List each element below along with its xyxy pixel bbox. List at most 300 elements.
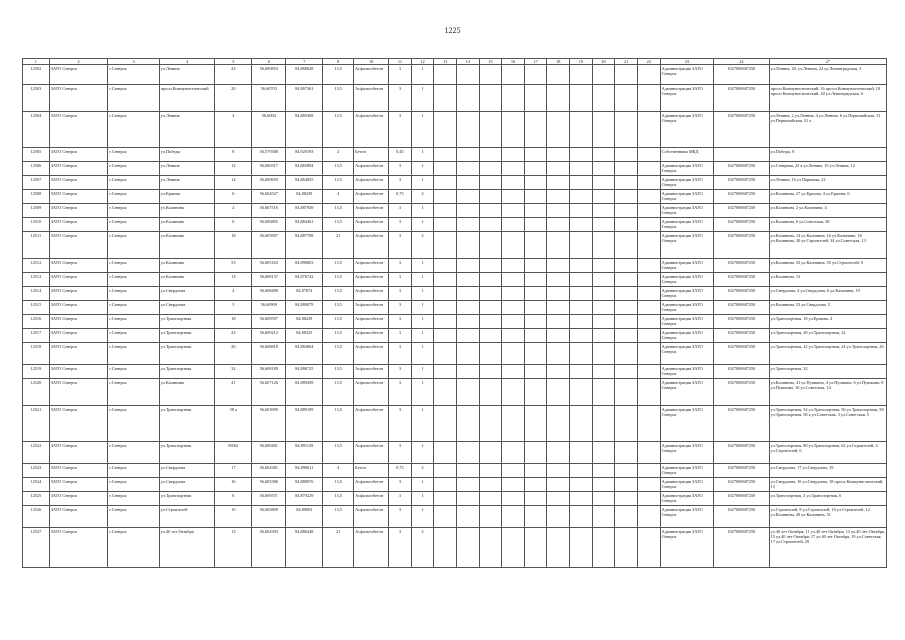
table-cell: 1027000687250 (714, 232, 770, 259)
table-cell: 3 (389, 343, 412, 365)
table-cell: ул.Транспортная, 4 ул.Транспортная, 6 (769, 492, 886, 506)
table-cell (592, 329, 615, 343)
table-cell (615, 528, 638, 568)
table-cell: Асфальтобетон (354, 329, 389, 343)
table-cell (456, 273, 479, 287)
table-cell: 1 (411, 65, 434, 85)
table-cell: 1027000687250 (714, 65, 770, 85)
table-cell (434, 343, 457, 365)
table-cell: 84,896803 (286, 259, 323, 273)
table-cell (637, 218, 660, 232)
table-cell: 56,608488 (252, 287, 286, 301)
table-cell: ул.Свердлова, 4 ул.Свердлова, 6 ул.Калинина, 19 (769, 287, 886, 301)
table-cell (479, 365, 502, 379)
table-cell (502, 343, 525, 365)
table-cell: Асфальтобетон (354, 162, 389, 176)
table-cell (456, 232, 479, 259)
table-cell (479, 65, 502, 85)
table-cell: г.Северск (108, 464, 159, 478)
table-cell: ул.Ершова (159, 190, 215, 204)
table-cell (479, 204, 502, 218)
table-cell: 84,87874 (286, 287, 323, 301)
table-cell (637, 329, 660, 343)
table-cell: 12 (215, 162, 252, 176)
table-cell (456, 65, 479, 85)
table-cell (637, 162, 660, 176)
table-cell (570, 112, 593, 148)
table-cell (479, 85, 502, 112)
table-cell: 0,45 (389, 148, 412, 162)
table-cell (615, 406, 638, 442)
table-cell (637, 259, 660, 273)
table-cell (434, 442, 457, 464)
table-cell: 56,609597 (252, 315, 286, 329)
table-cell: 56,604381 (252, 464, 286, 478)
table-cell: Асфальтобетон (354, 343, 389, 365)
table-cell: 22 (215, 329, 252, 343)
table-cell (479, 232, 502, 259)
table-cell: ул.Свердлова (159, 464, 215, 478)
table-cell (637, 190, 660, 204)
table-cell (524, 65, 547, 85)
table-cell (592, 315, 615, 329)
table-cell: 1027000687250 (714, 506, 770, 528)
table-cell: Администрация ЗАТО Северск (660, 492, 713, 506)
table-cell: 1027000687250 (714, 315, 770, 329)
table-cell: 84,887949 (286, 204, 323, 218)
table-cell: 84,869368 (286, 112, 323, 148)
column-header: 17 (524, 59, 547, 65)
column-header: 19 (570, 59, 593, 65)
table-cell: ул.Ленина, 20, ул.Ленина, 22 ул.Ленинградская, 3 (769, 65, 886, 85)
table-cell: 84,868028 (286, 65, 323, 85)
table-cell: 3 (389, 301, 412, 315)
table-cell: ЗАТО Северск (49, 492, 108, 506)
table-cell: 18 (215, 232, 252, 259)
table-cell (479, 287, 502, 301)
table-row (23, 162, 887, 176)
table-cell (434, 273, 457, 287)
table-cell (502, 218, 525, 232)
column-header: 16 (502, 59, 525, 65)
table-row (23, 406, 887, 442)
table-cell (547, 506, 570, 528)
table-cell: 4 (215, 112, 252, 148)
table-cell: 56,608189 (252, 365, 286, 379)
table-cell: 84,88325 (286, 329, 323, 343)
table-cell: 84,887708 (286, 232, 323, 259)
table-cell (456, 315, 479, 329)
table-cell: Асфальтобетон (354, 232, 389, 259)
table-cell (456, 365, 479, 379)
table-cell: 10 (215, 506, 252, 528)
table-cell (547, 442, 570, 464)
column-header: 23 (660, 59, 713, 65)
table-cell: Асфальтобетон (354, 492, 389, 506)
table-cell (524, 301, 547, 315)
table-cell: 13,5 (323, 65, 354, 85)
table-cell (502, 287, 525, 301)
table-cell: г.Северск (108, 162, 159, 176)
column-header: 13 (434, 59, 457, 65)
table-cell: г.Северск (108, 379, 159, 406)
table-cell: 56,600659 (252, 176, 286, 190)
table-cell (524, 259, 547, 273)
table-row (23, 329, 887, 343)
table-cell (434, 365, 457, 379)
table-cell: 1027000687250 (714, 464, 770, 478)
table-cell: Администрация ЗАТО Северск (660, 112, 713, 148)
table-cell (524, 273, 547, 287)
table-cell (637, 148, 660, 162)
table-cell: 1027000687250 (714, 273, 770, 287)
table-cell: Администрация ЗАТО Северск (660, 176, 713, 190)
table-cell: 12509 (23, 204, 50, 218)
table-cell: ул.Транспортная, 18 ул.Ершова, 4 (769, 315, 886, 329)
table-cell (434, 287, 457, 301)
table-cell: Администрация ЗАТО Северск (660, 218, 713, 232)
table-cell (547, 85, 570, 112)
column-header: 4 (159, 59, 215, 65)
table-cell (570, 65, 593, 85)
table-cell: 1 (411, 204, 434, 218)
table-cell: ул.Транспортная, 32 (769, 365, 886, 379)
table-cell: ул.Калинина (159, 273, 215, 287)
table-cell: 41 (215, 379, 252, 406)
table-cell: 3 (389, 85, 412, 112)
table-cell: 13,5 (323, 506, 354, 528)
table-cell (547, 176, 570, 190)
table-cell (547, 273, 570, 287)
table-cell (547, 464, 570, 478)
table-cell: Асфальтобетон (354, 406, 389, 442)
table-cell (502, 112, 525, 148)
table-cell: 12524 (23, 478, 50, 492)
table-cell (524, 528, 547, 568)
table-cell: 2 (323, 148, 354, 162)
table-cell (434, 65, 457, 85)
table-cell: 3 (389, 273, 412, 287)
table-cell: 4 (215, 287, 252, 301)
table-cell (637, 65, 660, 85)
table-cell: 84,884864 (286, 343, 323, 365)
table-cell: 3 (389, 162, 412, 176)
table-cell: г.Северск (108, 287, 159, 301)
table-cell (615, 232, 638, 259)
table-cell (547, 478, 570, 492)
table-cell: ул.Калинина, 2 ул.Калинина, 4 (769, 204, 886, 218)
table-cell (592, 176, 615, 190)
table-cell: ЗАТО Северск (49, 162, 108, 176)
table-cell (570, 442, 593, 464)
table-cell (570, 273, 593, 287)
table-cell: 84,880079 (286, 301, 323, 315)
table-row (23, 85, 887, 112)
table-cell: ул.Калинина (159, 232, 215, 259)
table-row (23, 343, 887, 365)
table-cell: Асфальтобетон (354, 478, 389, 492)
table-cell: ул.Калинина (159, 379, 215, 406)
table-cell (456, 112, 479, 148)
table-cell (570, 85, 593, 112)
table-cell (524, 204, 547, 218)
table-cell (524, 365, 547, 379)
table-cell: 3 (389, 259, 412, 273)
table-cell: 12504 (23, 112, 50, 148)
table-row (23, 379, 887, 406)
table-cell: Администрация ЗАТО Северск (660, 478, 713, 492)
table-cell: Собственники МКД (660, 148, 713, 162)
table-cell: ул.Транспортная, 80 ул.Транспортная, 62 ул.Строителей, 4 ул.Строителей, 6 (769, 442, 886, 464)
column-header: 21 (615, 59, 638, 65)
table-row (23, 528, 887, 568)
table-cell: 1027000687250 (714, 365, 770, 379)
table-cell: 6 (215, 190, 252, 204)
table-cell: 12515 (23, 301, 50, 315)
table-cell (592, 478, 615, 492)
table-cell (502, 204, 525, 218)
table-cell (524, 464, 547, 478)
table-cell (615, 329, 638, 343)
table-cell (615, 287, 638, 301)
table-cell: г.Северск (108, 218, 159, 232)
table-cell (456, 442, 479, 464)
table-cell: 1027000687250 (714, 190, 770, 204)
table-cell: Администрация ЗАТО Северск (660, 190, 713, 204)
table-cell: Администрация ЗАТО Северск (660, 259, 713, 273)
table-cell: 1 (411, 301, 434, 315)
column-header: 12 (411, 59, 434, 65)
table-cell (592, 204, 615, 218)
table-cell: Асфальтобетон (354, 528, 389, 568)
table-cell: 1027000687250 (714, 112, 770, 148)
table-cell: ЗАТО Северск (49, 442, 108, 464)
table-cell: 4 (323, 464, 354, 478)
table-cell (615, 65, 638, 85)
table-cell (592, 287, 615, 301)
table-cell (637, 506, 660, 528)
table-row (23, 273, 887, 287)
table-cell: 3 (389, 528, 412, 568)
table-cell (434, 190, 457, 204)
table-cell (456, 190, 479, 204)
table-cell (637, 379, 660, 406)
table-cell: 56,600317 (252, 162, 286, 176)
table-cell: Асфальтобетон (354, 204, 389, 218)
table-cell (570, 232, 593, 259)
table-cell: г.Северск (108, 273, 159, 287)
table-cell (434, 218, 457, 232)
column-header: 6 (252, 59, 286, 65)
table-cell (456, 259, 479, 273)
table-cell (637, 492, 660, 506)
table-cell: 21 (323, 528, 354, 568)
column-header: 22 (637, 59, 660, 65)
table-cell: 12525 (23, 492, 50, 506)
table-cell: 3 (389, 218, 412, 232)
table-cell: Администрация ЗАТО Северск (660, 204, 713, 218)
table-cell: 12518 (23, 343, 50, 365)
table-cell: 3 (389, 112, 412, 148)
table-cell (502, 379, 525, 406)
table-row (23, 190, 887, 204)
table-row (23, 232, 887, 259)
table-cell: ЗАТО Северск (49, 506, 108, 528)
table-cell: г.Северск (108, 85, 159, 112)
table-cell (547, 287, 570, 301)
table-cell (547, 315, 570, 329)
table-cell: 13,5 (323, 287, 354, 301)
table-cell (547, 190, 570, 204)
table-cell: ул.Транспортная, 54 ул.Транспортная, 56 ул.Транспортная, 58 ул.Транспортная, 58 а ул.Советская, 3 ул.Советская, 5 (769, 406, 886, 442)
table-cell: 84,867361 (286, 85, 323, 112)
table-cell: 22 (215, 65, 252, 85)
table-cell: ул.Ленина (159, 162, 215, 176)
table-cell (592, 343, 615, 365)
table-cell (615, 379, 638, 406)
table-cell (434, 301, 457, 315)
table-cell: 17 (215, 464, 252, 478)
table-cell: 84,886725 (286, 365, 323, 379)
table-cell: г.Северск (108, 301, 159, 315)
table-cell (637, 301, 660, 315)
table-cell (570, 506, 593, 528)
table-cell (615, 162, 638, 176)
table-cell: ЗАТО Северск (49, 287, 108, 301)
table-cell: 56,609371 (252, 492, 286, 506)
table-cell (547, 218, 570, 232)
table-row (23, 176, 887, 190)
table-cell: г.Северск (108, 65, 159, 85)
table-cell: 56,605163 (252, 259, 286, 273)
table-cell: 1 (411, 85, 434, 112)
table-cell: Администрация ЗАТО Северск (660, 287, 713, 301)
table-cell (479, 379, 502, 406)
table-cell: 56,60703 (252, 85, 286, 112)
table-cell (524, 218, 547, 232)
table-cell: 1 (411, 287, 434, 301)
table-cell: г.Северск (108, 190, 159, 204)
table-cell (592, 218, 615, 232)
table-cell: 14 (215, 176, 252, 190)
table-cell: 12526 (23, 506, 50, 528)
table-cell (524, 442, 547, 464)
table-cell (615, 148, 638, 162)
column-header: 5 (215, 59, 252, 65)
table-cell: ЗАТО Северск (49, 406, 108, 442)
table-cell (637, 176, 660, 190)
table-cell: 13,5 (323, 176, 354, 190)
table-row (23, 112, 887, 148)
table-cell: 56,604393 (252, 528, 286, 568)
table-cell (570, 492, 593, 506)
table-cell: 84,890611 (286, 464, 323, 478)
column-header: 7 (286, 59, 323, 65)
table-cell (502, 506, 525, 528)
table-cell (479, 442, 502, 464)
table-cell: ЗАТО Северск (49, 176, 108, 190)
table-cell: г.Северск (108, 204, 159, 218)
table-cell (615, 315, 638, 329)
table-row (23, 204, 887, 218)
table-cell: 84,891129 (286, 442, 323, 464)
table-cell (524, 287, 547, 301)
table-cell: 1 (411, 329, 434, 343)
table-cell (456, 218, 479, 232)
table-cell: ЗАТО Северск (49, 478, 108, 492)
table-cell (547, 232, 570, 259)
table-cell (570, 379, 593, 406)
table-cell: 0,75 (389, 190, 412, 204)
table-cell: ул.Ленина, 2 ул.Ленина, 4 ул.Ленина, 6 ул.Первомайская, 31 ул.Первомайская, 31 а (769, 112, 886, 148)
table-cell (615, 464, 638, 478)
table-cell: 84,888076 (286, 478, 323, 492)
table-cell: 13,5 (323, 379, 354, 406)
table-cell: 56,600401 (252, 442, 286, 464)
table-cell (434, 162, 457, 176)
table-cell (615, 218, 638, 232)
table-cell (502, 232, 525, 259)
table-cell (592, 506, 615, 528)
table-cell (570, 190, 593, 204)
table-cell: 32 (215, 365, 252, 379)
table-cell: ЗАТО Северск (49, 315, 108, 329)
table-cell (592, 162, 615, 176)
table-cell: ул.Калинина, 23 ул.Свердлова, 5 (769, 301, 886, 315)
table-cell: ЗАТО Северск (49, 204, 108, 218)
table-cell (570, 478, 593, 492)
table-cell (570, 259, 593, 273)
table-cell: 1027000687250 (714, 204, 770, 218)
table-cell (479, 190, 502, 204)
table-cell: 13,5 (323, 301, 354, 315)
table-cell (479, 406, 502, 442)
table-cell: 56,608137 (252, 273, 286, 287)
table-cell: 2 (411, 528, 434, 568)
table-cell (547, 259, 570, 273)
table-cell: 3 (389, 379, 412, 406)
table-cell (547, 343, 570, 365)
table-cell: 3 (389, 442, 412, 464)
table-cell: ЗАТО Северск (49, 218, 108, 232)
table-cell: Администрация ЗАТО Северск (660, 343, 713, 365)
table-cell: ул.Строителей (159, 506, 215, 528)
table-cell (570, 301, 593, 315)
table-cell (570, 464, 593, 478)
table-cell: 3 (389, 287, 412, 301)
table-cell (637, 112, 660, 148)
table-cell: ул.Калинина (159, 259, 215, 273)
table-cell (434, 85, 457, 112)
table-cell (637, 85, 660, 112)
table-cell: ул.Ленина (159, 112, 215, 148)
table-cell: 56,600853 (252, 65, 286, 85)
table-cell: Администрация ЗАТО Северск (660, 315, 713, 329)
table-cell (592, 301, 615, 315)
table-cell: 84,88239 (286, 315, 323, 329)
table-cell: ЗАТО Северск (49, 329, 108, 343)
table-cell: 13,5 (323, 112, 354, 148)
table-cell: просп.Коммунистический (159, 85, 215, 112)
table-cell (434, 406, 457, 442)
table-cell: 13,5 (323, 406, 354, 442)
column-header: 15 (479, 59, 502, 65)
table-cell: 13,5 (323, 343, 354, 365)
table-cell (434, 329, 457, 343)
table-cell (570, 148, 593, 162)
table-cell: 20 (215, 85, 252, 112)
table-cell (524, 190, 547, 204)
